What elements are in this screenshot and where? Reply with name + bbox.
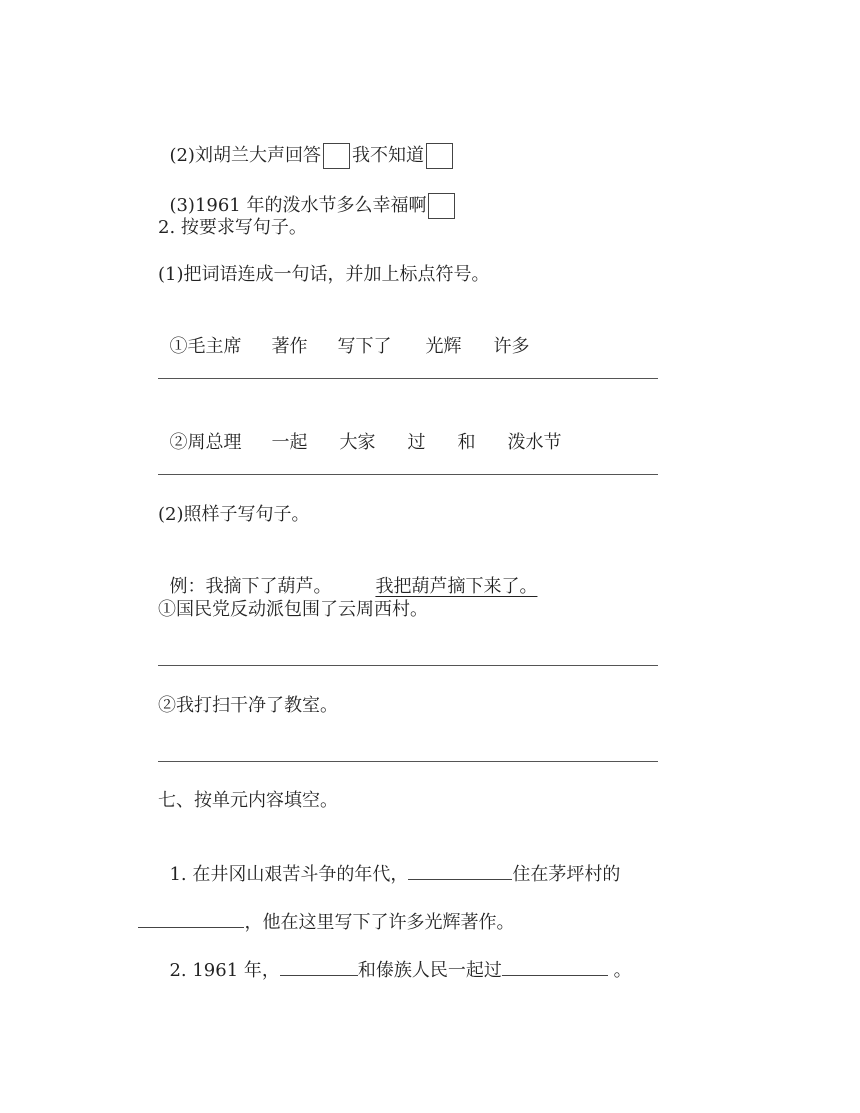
word: 泼水节 [507,432,562,453]
rewrite-item-2: ②我打扫干净了教室。 [158,695,338,716]
answer-line[interactable] [158,761,658,762]
section-7-title: 七、按单元内容填空。 [158,790,338,811]
question-2-2-middle: 我不知道 [351,145,424,166]
fill-text: 住在茅坪村的 [512,864,621,885]
question-2-3 [158,169,457,219]
rewrite-item-1: ①国民党反动派包围了云周西村。 [158,599,428,620]
punctuation-box[interactable] [426,143,453,169]
word: 许多 [493,336,530,357]
fill-text: 。 [607,960,632,981]
answer-line[interactable] [158,474,658,475]
word: 过 [407,432,426,453]
word-row-1 [158,311,529,359]
fill-text: 2. 1961 年， [169,960,280,981]
question-2-2 [158,119,455,169]
fill-blank[interactable] [502,957,608,976]
answer-line[interactable] [158,378,658,379]
fill-blank[interactable] [280,957,358,976]
word: 大家 [339,432,376,453]
section-2-title: 2. 按要求写句子。 [158,217,307,238]
subsection-2-title: (2)照样子写句子。 [158,504,310,525]
fill-text: ，他在这里写下了许多光辉著作。 [244,912,515,933]
word: ①毛主席 [169,336,242,357]
fill-text: 和傣族人民一起过 [357,960,502,981]
answer-line[interactable] [158,665,658,666]
example-label: 例：我摘下了葫芦。 [169,576,332,597]
punctuation-box[interactable] [428,193,455,219]
question-2-2-text: (2)刘胡兰大声回答 [169,145,321,166]
subsection-1-title: (1)把词语连成一句话，并加上标点符号。 [158,264,490,285]
punctuation-box[interactable] [323,143,350,169]
fill-question-1 [158,837,620,887]
word: 一起 [271,432,308,453]
word: 和 [457,432,476,453]
fill-question-1-continued [127,885,514,935]
fill-blank[interactable] [138,909,244,928]
word: 光辉 [425,336,462,357]
word: 写下了 [337,336,392,357]
word-row-2 [158,407,561,455]
word: ②周总理 [169,432,242,453]
fill-blank[interactable] [408,861,512,880]
fill-question-2 [158,933,632,983]
word: 著作 [271,336,308,357]
fill-text: 1. 在井冈山艰苦斗争的年代， [169,864,409,885]
question-2-3-text: (3)1961 年的泼水节多么幸福啊 [169,195,427,216]
example-answer: 我把葫芦摘下来了。 [375,576,538,597]
example-row [158,551,537,599]
